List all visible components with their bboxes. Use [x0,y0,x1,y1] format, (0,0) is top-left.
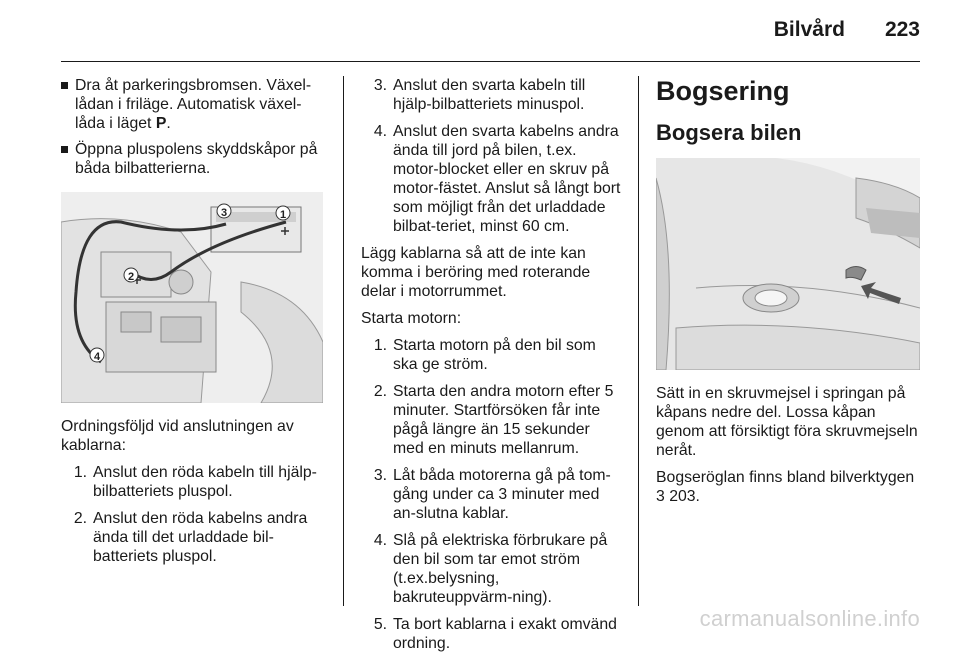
bumper-drawing [656,158,920,370]
order-intro: Ordningsföljd vid anslutningen av kablarna: [61,418,294,454]
watermark: carmanualsonline.info [699,606,920,631]
start-intro: Starta motorn: [361,310,462,327]
bullet-item: Dra åt parkeringsbromsen. Växel-lådan i friläge. Automatisk växel-låda i läget P. [61,76,329,133]
page-number: 223 [884,18,920,41]
header-rule [61,61,920,62]
bullet-item: Öppna pluspolens skyddskåpor på båda bilbatterierna. [61,140,329,178]
list-item: 3. Låt båda motorerna gå på tom-gång under ca 3 minuter med an-slutna kablar. [373,467,611,522]
tow-eye-paragraph: Bogseröglan finns bland bilverktygen 3 203. [656,469,915,505]
list-item: 4. Anslut den svarta kabelns andra ända till jord på bilen, t.ex. motor-blocket eller en skruv på motor-fästet. Anslut så långt bort som möjligt från det urladdade bilbat-teriet, minst 60 cm. [373,123,621,235]
list-item: 4. Slå på elektriska förbrukare på den bil som tar emot ström (t.ex.belysning, bakruteuppvärm-ning). [373,532,608,606]
callout-4: 4 [94,351,101,363]
column-1 [61,76,329,574]
column-divider-2 [638,76,639,606]
list-item: 2. Anslut den röda kabelns andra ända till det urladdade bil-batteriets pluspol. [73,510,308,565]
page-header [774,18,920,48]
page-reference[interactable]: 203. [669,488,700,505]
bullet-square-icon [61,146,68,153]
list-item: 1. Starta motorn på den bil som ska ge ström. [373,337,596,373]
list-item: 2. Starta den andra motorn efter 5 minuter. Startförsöken får inte pågå längre än 15 sekunder med en minuts mellanrum. [373,383,614,457]
triangle-ref-icon: 3 [656,488,665,505]
section-heading: Bogsering [656,76,790,106]
list-item: 5. Ta bort kablarna i exakt omvänd ordning. [373,616,617,652]
section-title: Bilvård [773,18,845,41]
callout-1: 1 [280,209,287,221]
subsection-heading: Bogsera bilen [656,120,802,145]
callout-3: 3 [221,207,228,219]
column-2 [361,76,623,661]
jump-start-engine-illustration [61,192,323,403]
column-3 [656,76,924,514]
callout-2: 2 [128,271,135,283]
instructions-paragraph: Sätt in en skruvmejsel i springan på kåpans nedre del. Lossa kåpan genom att försiktigt föra skruvmejseln neråt. [656,385,918,459]
tow-eye-cover-illustration [656,158,920,370]
list-item: 1. Anslut den röda kabeln till hjälp-bilbatteriets pluspol. [73,464,317,500]
column-divider-1 [343,76,344,606]
cable-note: Lägg kablarna så att de inte kan komma i beröring med roterande delar i motorrummet. [361,245,591,300]
list-item: 3. Anslut den svarta kabeln till hjälp-bilbatteriets minuspol. [373,77,586,113]
bullet-square-icon [61,82,68,89]
